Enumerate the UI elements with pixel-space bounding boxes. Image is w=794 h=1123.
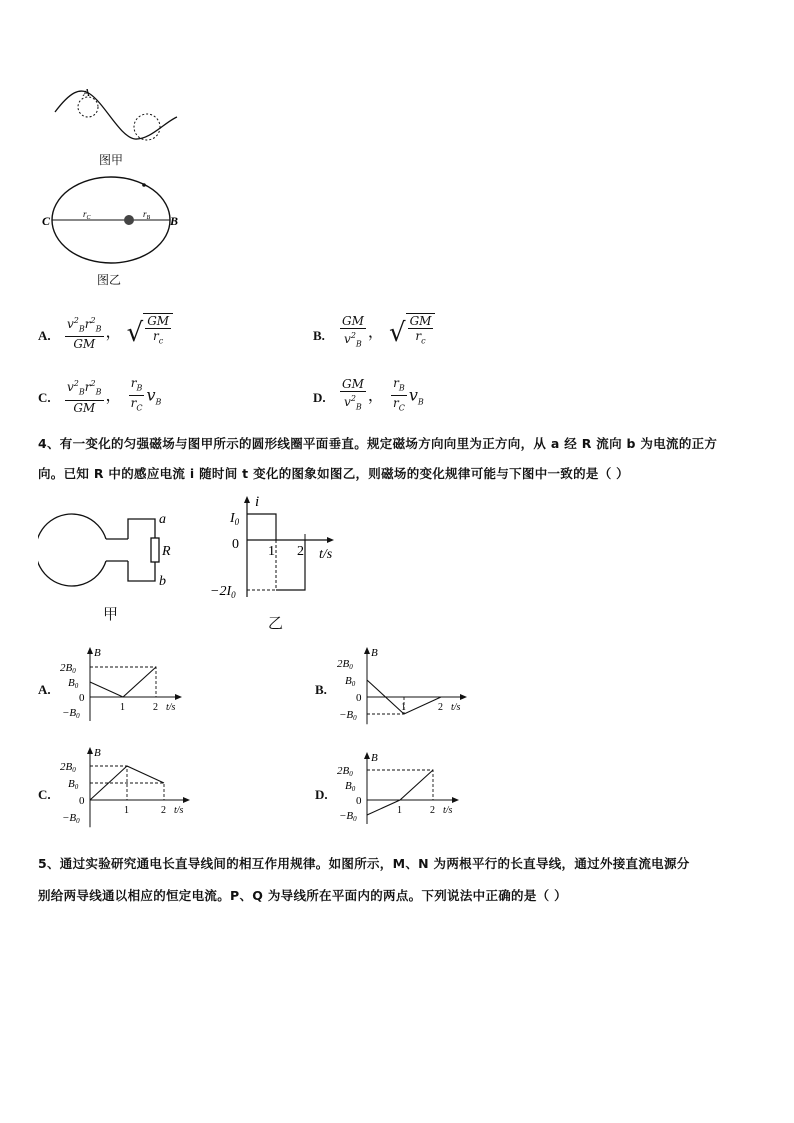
svg-text:2: 2	[297, 544, 304, 559]
tick-2: 2	[430, 805, 435, 816]
tick-neg-b0: −B0	[339, 709, 357, 722]
svg-text:1: 1	[268, 544, 275, 559]
q4-graph-a	[60, 645, 190, 735]
option-d-expr: $\frac{GM}{v^2_B}$ ， $\frac{r_B}{r_C}$ $v_B$	[342, 376, 424, 413]
svg-text:R: R	[162, 544, 171, 559]
q4-figure-yi-current-graph	[205, 492, 345, 607]
tick-2b0: 2B0	[60, 662, 76, 675]
tick-2b0: 2B0	[337, 765, 353, 778]
q4-graph-b	[337, 645, 477, 735]
tick-1: 1	[401, 702, 406, 713]
q4-fig-yi-caption: 乙	[268, 614, 284, 632]
svg-text:rC: $r_C$	[83, 209, 91, 221]
tick-zero: 0	[356, 692, 362, 704]
svg-text:a: a	[159, 512, 166, 527]
svg-text:0: 0	[232, 537, 239, 552]
q4-option-c-label: C.	[38, 787, 51, 802]
tick-b0: B0	[345, 675, 356, 688]
t-axis-label: t/s	[166, 702, 176, 713]
tick-2: 2	[161, 805, 166, 816]
figure-yi-caption: 图乙	[97, 273, 122, 287]
q4-option-b-label: B.	[315, 682, 327, 697]
b-axis-label: B	[371, 647, 378, 659]
q5-line-2: 别给两导线通以相应的恒定电流。P、Q 为导线所在平面内的两点。下列说法中正确的是（ ）	[38, 888, 567, 903]
point-a-label: A	[83, 87, 90, 99]
svg-text:I0: $I_0$	[230, 511, 240, 527]
tick-b0: B0	[68, 677, 79, 690]
option-b-label: B.	[313, 328, 325, 343]
q4-option-d-label: D.	[315, 787, 328, 802]
tick-1: 1	[124, 805, 129, 816]
t-axis-label: t/s	[443, 805, 453, 816]
svg-text:rB: $r_B$	[143, 209, 151, 221]
tick-neg-b0: −B0	[62, 707, 80, 720]
tick-neg-b0: −B0	[339, 810, 357, 823]
tick-2b0: 2B0	[60, 761, 76, 774]
b-axis-label: B	[371, 752, 378, 764]
svg-text:t/s: t/s	[319, 547, 333, 562]
point-c-label: C	[42, 214, 51, 228]
tick-zero: 0	[79, 795, 85, 807]
tick-2: 2	[438, 702, 443, 713]
b-curve	[90, 667, 156, 697]
figure-jia-wave	[50, 82, 185, 152]
tick-2: 2	[153, 702, 158, 713]
tick-b0: B0	[68, 778, 79, 791]
t-axis-label: t/s	[451, 702, 461, 713]
figure-jia-caption: 图甲	[99, 153, 124, 167]
tick-2b0: 2B0	[337, 658, 353, 671]
svg-text:b: b	[159, 574, 166, 589]
option-d-label: D.	[313, 390, 326, 405]
option-b-expr: $\frac{GM}{v^2_B}$ ， √ $\frac{GM}{r_c}$	[338, 314, 435, 351]
q4-graph-d	[337, 750, 467, 840]
t-axis-label: t/s	[174, 805, 184, 816]
q4-line-1: 4、有一变化的匀强磁场与图甲所示的圆形线圈平面垂直。规定磁场方向向里为正方向，从 a 经 R 流向 b 为电流的正方	[38, 436, 718, 451]
tick-zero: 0	[79, 692, 85, 704]
tick-1: 1	[120, 702, 125, 713]
tick-1: 1	[397, 805, 402, 816]
q4-fig-jia-caption: 甲	[103, 605, 119, 623]
option-a-label: A.	[38, 328, 51, 343]
option-c-label: C.	[38, 390, 51, 405]
option-a-expr: $\frac{v^2_Br^2_B}{GM}$ ， √ $\frac{GM}{r_c}$	[63, 314, 173, 351]
figure-yi-orbit	[38, 172, 183, 272]
tick-neg-b0: −B0	[62, 812, 80, 825]
b-axis-label: B	[94, 747, 101, 759]
option-c-expr: $\frac{v^2_Br^2_B}{GM}$ ， $\frac{r_B}{r_C}$ $v_B$	[67, 376, 162, 415]
tick-zero: 0	[356, 795, 362, 807]
svg-text:i: i	[255, 494, 260, 510]
q5-line-1: 5、通过实验研究通电长直导线间的相互作用规律。如图所示，M、N 为两根平行的长直导线，通过外接直流电源分	[38, 856, 690, 871]
svg-text:−2I0: $-2I_0$	[210, 584, 236, 600]
q4-option-a-label: A.	[38, 682, 51, 697]
q4-graph-c	[60, 745, 200, 840]
tick-b0: B0	[345, 780, 356, 793]
q4-line-2: 向。已知 R 中的感应电流 i 随时间 t 变化的图象如图乙，则磁场的变化规律可能与下图中一致的是（ ）	[38, 466, 629, 481]
q4-figure-jia-circuit	[38, 505, 183, 605]
point-b-label: B	[170, 214, 179, 228]
b-axis-label: B	[94, 647, 101, 659]
